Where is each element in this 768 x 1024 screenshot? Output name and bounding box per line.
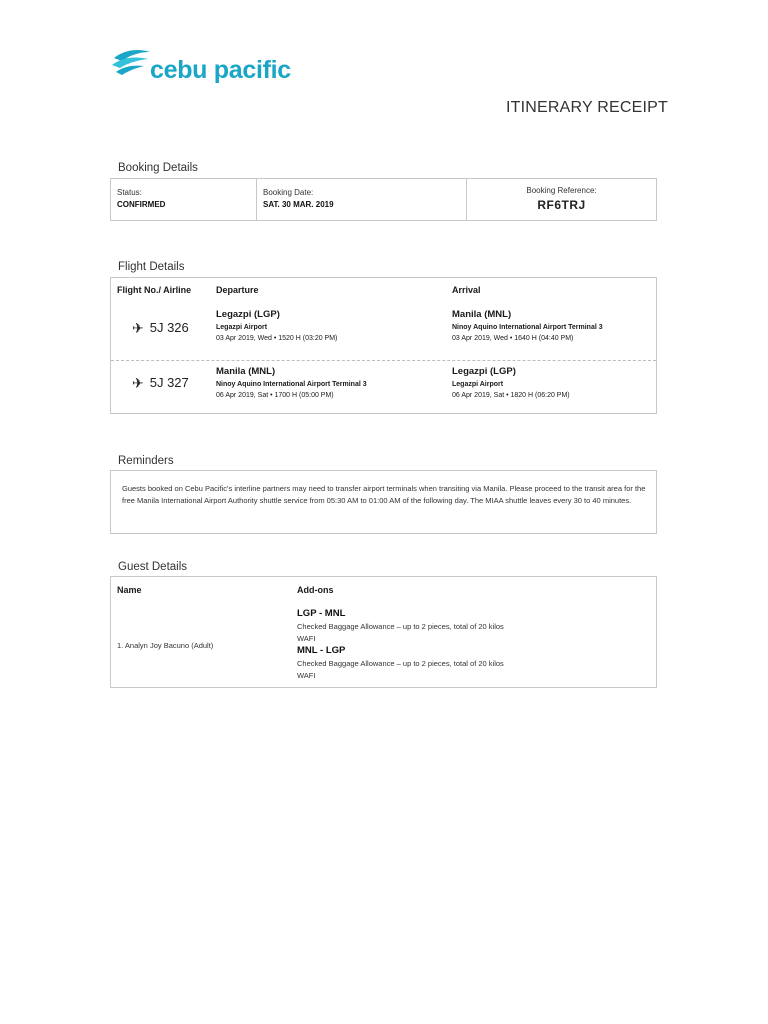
departure-column-header: Departure [216, 285, 259, 295]
departure-city: Manila (MNL) [216, 366, 276, 377]
arrival-time: 03 Apr 2019, Wed • 1640 H (04:40 PM) [452, 335, 574, 342]
flight-column-header: Flight No./ Airline [117, 285, 192, 295]
addon-route: LGP - MNL [297, 608, 346, 619]
booking-details-title: Booking Details [118, 162, 198, 174]
arrival-airport: Ninoy Aquino International Airport Terminal 3 [452, 324, 603, 331]
booking-date-value: SAT. 30 MAR. 2019 [263, 200, 334, 209]
addon-extra: WAFI [297, 670, 316, 680]
guest-details-box [110, 576, 657, 688]
arrival-city: Legazpi (LGP) [452, 366, 516, 377]
status-cell [111, 179, 257, 220]
airplane-icon: ✈ [132, 375, 144, 391]
flight-number [132, 320, 189, 337]
addon-extra: WAFI [297, 633, 316, 643]
flight-details-title: Flight Details [118, 261, 185, 273]
document-title: ITINERARY RECEIPT [506, 99, 668, 116]
addon-baggage: Checked Baggage Allowance – up to 2 pieces, total of 20 kilos [297, 622, 504, 631]
name-column-header: Name [117, 585, 142, 595]
brand-name: cebu pacific [150, 56, 291, 84]
arrival-airport: Legazpi Airport [452, 381, 504, 388]
flight-number-text: 5J 326 [149, 320, 189, 335]
departure-city: Legazpi (LGP) [216, 309, 280, 320]
bird-wing-icon [112, 48, 152, 78]
departure-time: 03 Apr 2019, Wed • 1520 H (03:20 PM) [216, 335, 338, 342]
addon-group [297, 607, 504, 644]
flight-row [111, 308, 656, 358]
arrival-info [452, 308, 603, 344]
booking-reference-value: RF6TRJ [537, 198, 586, 212]
departure-airport: Ninoy Aquino International Airport Terminal 3 [216, 381, 367, 388]
addon-route: MNL - LGP [297, 645, 346, 656]
flight-row [111, 360, 656, 413]
booking-reference-cell [467, 179, 656, 220]
reminders-text: Guests booked on Cebu Pacific's interline partners may need to transfer airport terminals when transiting via Manila. Please proceed to the transit area for the free Manila International Airport Authority shuttle service from 05:30 AM to 01:00 AM of the following day. The MIAA shuttle leaves every 30 to 40 minutes. [122, 484, 646, 506]
booking-date-cell [257, 179, 467, 220]
status-label: Status: [117, 188, 142, 197]
reminders-title: Reminders [118, 455, 174, 467]
guest-name: 1. Analyn Joy Bacuno (Adult) [117, 641, 214, 650]
status-value: CONFIRMED [117, 200, 166, 209]
arrival-column-header: Arrival [452, 285, 481, 295]
addon-baggage: Checked Baggage Allowance – up to 2 pieces, total of 20 kilos [297, 659, 504, 668]
guest-details-title: Guest Details [118, 561, 188, 573]
flight-details-box [110, 277, 657, 414]
departure-info [216, 365, 367, 401]
airplane-icon: ✈ [132, 320, 144, 336]
arrival-time: 06 Apr 2019, Sat • 1820 H (06:20 PM) [452, 392, 570, 399]
booking-date-label: Booking Date: [263, 188, 314, 197]
departure-info [216, 308, 337, 344]
departure-airport: Legazpi Airport [216, 324, 268, 331]
addon-group [297, 644, 504, 681]
departure-time: 06 Apr 2019, Sat • 1700 H (05:00 PM) [216, 392, 334, 399]
arrival-info [452, 365, 570, 401]
booking-details-box [110, 178, 657, 221]
reminders-box [110, 470, 657, 534]
cebu-pacific-logo [112, 44, 302, 92]
booking-reference-label: Booking Reference: [526, 186, 597, 195]
flight-number [132, 375, 189, 392]
arrival-city: Manila (MNL) [452, 309, 512, 320]
addons-column-header: Add-ons [297, 585, 334, 595]
flight-number-text: 5J 327 [149, 375, 189, 390]
